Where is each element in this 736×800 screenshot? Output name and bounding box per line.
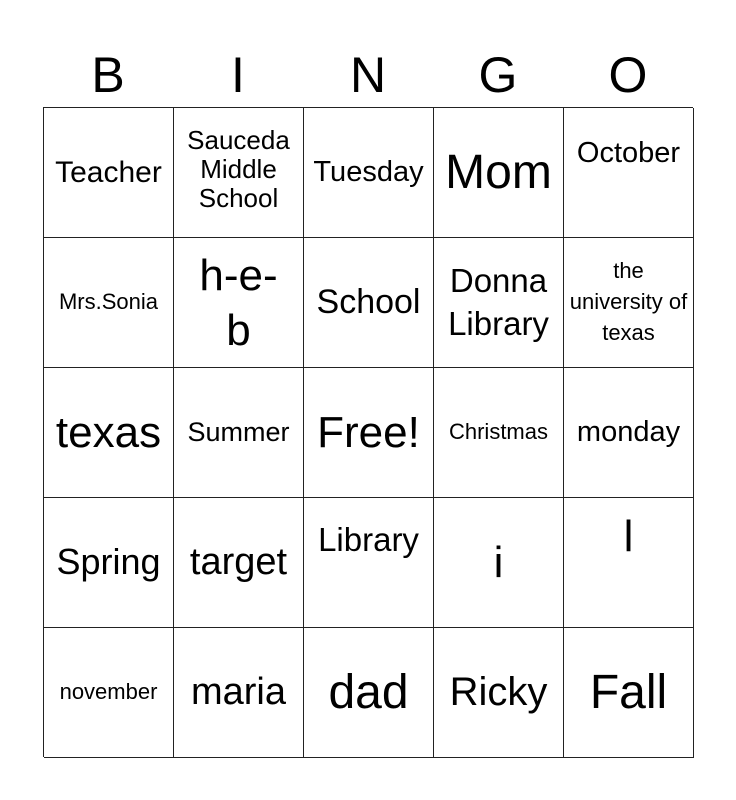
cell-text: Summer [187, 417, 290, 448]
bingo-cell-r4c4[interactable] [434, 498, 564, 628]
bingo-cell-r3c1[interactable] [44, 368, 174, 498]
cell-text: h-e- b [199, 250, 278, 355]
header-letter-b: B [91, 47, 125, 103]
header-letter-g: G [478, 47, 518, 103]
cell-text: Free! [317, 407, 420, 457]
bingo-cell-r1c5[interactable] [564, 108, 694, 238]
cell-text: Fall [589, 665, 668, 719]
bingo-cell-r5c1[interactable] [44, 628, 174, 758]
cell-text: Christmas [448, 419, 548, 445]
bingo-cell-r4c3[interactable] [304, 498, 434, 628]
bingo-cell-r2c4[interactable] [434, 238, 564, 368]
bingo-cell-r5c3[interactable] [304, 628, 434, 758]
bingo-cell-r5c2[interactable] [174, 628, 304, 758]
bingo-cell-r1c1[interactable] [44, 108, 174, 238]
cell-text: i [493, 537, 504, 587]
bingo-cell-r2c3[interactable] [304, 238, 434, 368]
bingo-card-grid [43, 107, 693, 757]
bingo-cell-r3c4[interactable] [434, 368, 564, 498]
cell-text: Donna Library [448, 261, 549, 342]
cell-text: Ricky [449, 670, 548, 715]
cell-text: dad [328, 665, 409, 719]
bingo-cell-r3c3[interactable] [304, 368, 434, 498]
bingo-cell-r4c2[interactable] [174, 498, 304, 628]
cell-text: Mom [445, 145, 552, 199]
cell-text: October [576, 137, 681, 170]
bingo-cell-r3c2[interactable] [174, 368, 304, 498]
cell-text: Teacher [55, 155, 162, 189]
header-letter-i: I [231, 47, 245, 103]
header-letter-n: N [349, 47, 387, 103]
bingo-cell-r1c4[interactable] [434, 108, 564, 238]
cell-text: Tuesday [313, 156, 424, 189]
cell-text: Sauceda Middle School [187, 124, 290, 214]
cell-text: l [623, 511, 634, 561]
bingo-cell-r5c4[interactable] [434, 628, 564, 758]
bingo-cell-r1c2[interactable] [174, 108, 304, 238]
bingo-cell-r5c5[interactable] [564, 628, 694, 758]
cell-text: november [59, 679, 158, 705]
cell-text: the university of texas [569, 258, 688, 345]
header-letter-o: O [608, 47, 648, 103]
cell-text: Library [318, 521, 419, 559]
bingo-cell-r2c1[interactable] [44, 238, 174, 368]
bingo-cell-r4c5[interactable] [564, 498, 694, 628]
cell-text: Mrs.Sonia [58, 289, 159, 315]
bingo-cell-r4c1[interactable] [44, 498, 174, 628]
bingo-cell-r3c5[interactable] [564, 368, 694, 498]
cell-text: monday [576, 416, 681, 449]
cell-text: maria [190, 671, 287, 714]
cell-text: Spring [56, 541, 161, 583]
bingo-cell-r1c3[interactable] [304, 108, 434, 238]
cell-text: target [189, 541, 288, 584]
bingo-cell-r2c5[interactable] [564, 238, 694, 368]
bingo-header [43, 44, 693, 106]
cell-text: texas [55, 407, 162, 457]
cell-text: School [316, 283, 421, 322]
bingo-cell-r2c2[interactable] [174, 238, 304, 368]
